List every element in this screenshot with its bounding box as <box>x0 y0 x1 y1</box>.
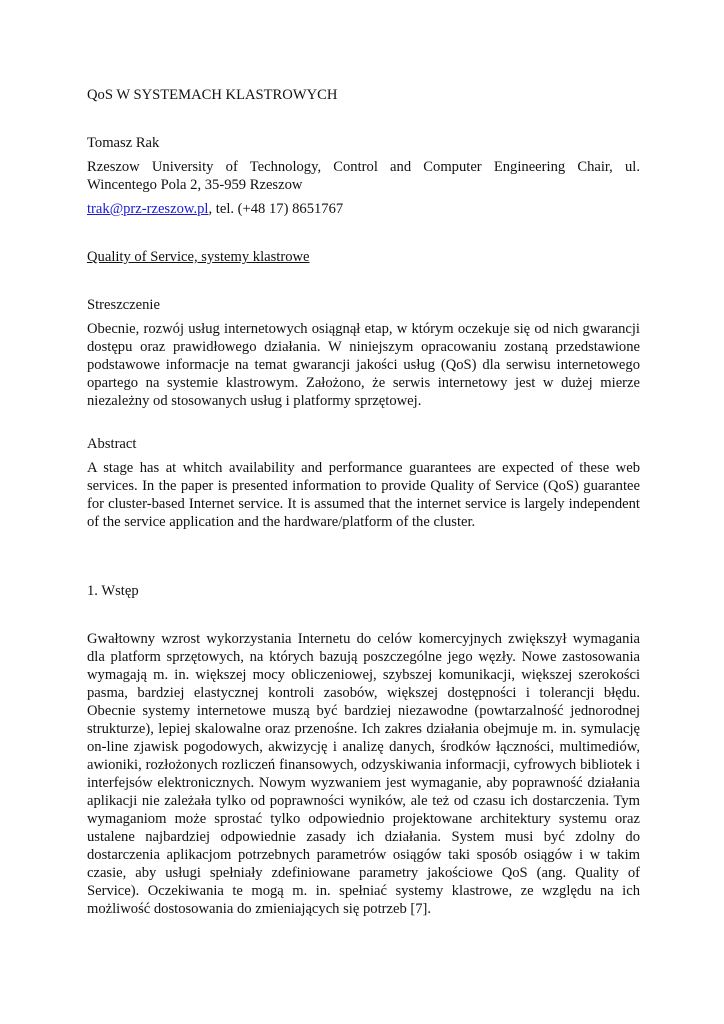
paragraph-line: ustalene najbardziej odpowiednie zasady ich działania. System musi być zdolny do <box>87 829 640 845</box>
paragraph-line: pasma, bardziej elastycznej kontroli zasobów, większej dostępności i tolerancji błędu. <box>87 685 640 701</box>
streszczenie-paragraph <box>87 320 640 410</box>
paragraph-line: niezależny od stosowanych usług i platformy sprzętowej. <box>87 393 422 409</box>
paragraph-line: czasie, aby usługi spełniały zdefiniowane parametry jakościowe QoS (ang. Quality of <box>87 865 640 881</box>
abstract-heading: Abstract <box>87 436 137 452</box>
phone-text: , tel. (+48 17) 8651767 <box>208 201 344 217</box>
paragraph-line: możliwość dostosowania do zmieniających się potrzeb [7]. <box>87 901 432 917</box>
affiliation-line: Wincentego Pola 2, 35-959 Rzeszow <box>87 177 303 193</box>
affiliation-line: Rzeszow University of Technology, Control and Computer Engineering Chair, ul. <box>87 159 640 175</box>
paragraph-line: strukturze), lepiej skalowalne oraz przenośne. Ich zakres działania obejmuje m. in. symulację <box>87 721 640 737</box>
paragraph-line: services. In the paper is presented information to provide Quality of Service (QoS) guarantee <box>87 478 640 494</box>
paragraph-line: awioniki, rozłożonych rozliczeń finansowych, odzyskiwania informacji, cyfrowych bibliotek i <box>87 757 640 773</box>
paragraph-line: Service). Oczekiwania te mogą m. in. spełniać systemy klastrowe, ze względu na ich <box>87 883 640 899</box>
paragraph-line: wymagają m. in. większej mocy obliczeniowej, szybszej komunikacji, większej szerokości <box>87 667 640 683</box>
paragraph-line: podstawowe informacje na temat gwarancji jakości usług (QoS) dla serwisu internetowego <box>87 357 640 373</box>
paragraph-line: for cluster-based Internet service. It is assumed that the internet service is largely independent <box>87 496 640 512</box>
paragraph-line: A stage has at whitch availability and performance guarantees are expected of these web <box>87 460 640 476</box>
paragraph-line: Gwałtowny wzrost wykorzystania Internetu do celów komercyjnych zwiększył wymagania <box>87 631 640 647</box>
paragraph-line: wymaganiom może sprostać tylko odpowiednio projektowane architektury systemu oraz <box>87 811 640 827</box>
keywords: Quality of Service, systemy klastrowe <box>87 249 310 265</box>
paper-title: QoS W SYSTEMACH KLASTROWYCH <box>87 87 338 103</box>
paragraph-line: opartego na systemie klastrowym. Założono, że serwis internetowy jest w dużej mierze <box>87 375 640 391</box>
paragraph-line: dla platform sprzętowych, na których bazują poszczególne jego węzły. Nowe zastosowania <box>87 649 640 665</box>
streszczenie-heading: Streszczenie <box>87 297 160 313</box>
paragraph-line: Obecnie systemy internetowe muszą być bardziej niezawodne (powtarzalność jednorodnej <box>87 703 640 719</box>
paragraph-line: of the service application and the hardware/platform of the cluster. <box>87 514 476 530</box>
author-name: Tomasz Rak <box>87 135 160 151</box>
paragraph-line: aplikacji nie zależała tylko od poprawności wyników, ale też od czasu ich dostarczenia. Tym <box>87 793 640 809</box>
section-heading-wstep: 1. Wstęp <box>87 583 139 599</box>
wstep-paragraph <box>87 630 640 918</box>
contact-info <box>87 200 343 218</box>
abstract-paragraph <box>87 459 640 531</box>
email-link[interactable]: trak@prz-rzeszow.pl <box>87 201 209 217</box>
affiliation <box>87 158 640 194</box>
paragraph-line: dostępu oraz prawidłowego działania. W niniejszym opracowaniu zostaną przedstawione <box>87 339 640 355</box>
paragraph-line: Obecnie, rozwój usług internetowych osiągnął etap, w którym oczekuje się od nich gwarancji <box>87 321 640 337</box>
paragraph-line: dostarczenia aplikacjom potrzebnych parametrów osiągów taki sposób osiągów i w takim <box>87 847 640 863</box>
paragraph-line: on-line zjawisk pogodowych, akwizycję i analizę danych, środków łączności, multimediów, <box>87 739 640 755</box>
paragraph-line: interfejsów elektronicznych. Nowym wyzwaniem jest wymaganie, aby poprawność działania <box>87 775 640 791</box>
